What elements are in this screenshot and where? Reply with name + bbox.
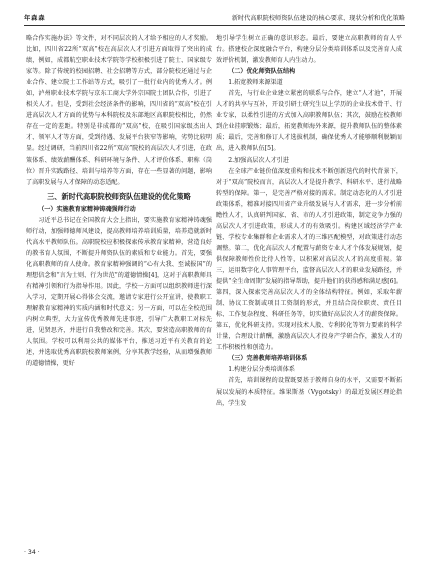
subsection-heading: （一）实施教育家精神铸魂强师行动 <box>38 205 136 213</box>
paragraph: 首先，与行业企业建立紧密的联系与合作，建立“人才池”，开展人才的共享与互补，开设引研士研究生以上学历的企业技术骨干、行业专家，以柔性引进的方式加入高职教师队伍；其次，鼓励在校教师到企业挂职锻炼；最后，拓宽教师海外来源，提升教师队伍的整体素质；最后，完善和修订人才选拔机制，确保优秀人才能够顺利脱颖而出，进入教师队伍[5]。 <box>216 90 402 153</box>
page-number: · 34 · <box>24 549 40 556</box>
header-author: 年森森 <box>24 14 46 22</box>
section-heading: 三、新时代高职院校师资队伍建设的优化策略 <box>47 191 191 201</box>
right-column <box>216 33 402 409</box>
paragraph: 地引导学生树立正确的意识形态。最后，要建立高职教师的育人平台。搭建校企深度融合平台，构建分层分类培训体系以及完善育人成效评价机制，激发教师育人内生动力。 <box>216 35 402 65</box>
paragraph: 习近平总书记在全国教育大会上指出，要实施教育家精神铸魂强师行动，加强师德师风建设，提高教师培养培训质量，培养造就新时代高水平教师队伍。高职院校应积极探索传承教育家精神，营造良好的教书育人氛围，不断提升师资队伍的素质和专业能力。首先，要强化高职教师的育人使命。教育家精神强调的“心有大我、至诚报国”的理想信念和“言为士则、行为世范”的道德情操[4]，这对于高职教师具有精神引领和行为指导作用。因此，学校一方面可以组织教师进行深入学习，定期开展心得体会交流，邀请专家进行公开宣讲，使教职工理解教育家精神的实质内涵和时代意义；另一方面，可以在全校范围内树立典型，大力宣传优秀教师先进事迹，引导广大教职工对标先进，见贤思齐，并进行自我整改和完善。其次，要营造高职教师的育人氛围。学校可以利用公共的媒体平台，推送习近平有关教育的论述，并选取优秀高职院校教师案例，分享其教学经验，从而增强教师的道德情操，更好 <box>26 216 212 368</box>
header-divider <box>24 25 405 26</box>
subsection-heading: （三）完善教师培养培训体系 <box>228 355 308 363</box>
subsection-heading: （二）优化师资队伍结构 <box>228 68 296 76</box>
paragraph: 首先，培训课程的设置既要基于教师自身的水平，又需要不断拓展以发展的本质特征。维果斯基（Vygotsky）的最近发展区理论指出，学生发 <box>216 377 402 407</box>
paragraph: 略合作实施办法》等文件，对不同层次的人才给予相应的人才奖励。比如，四川省22所“双高”校在高层次人才引进方面取得了突出的成绩，例如，成都航空职业技术学院等学校积极引进了院士、国家级专家等。除了传统的校园招聘、社会招聘等方式，部分院校还通过与企业合作、建立院士工作站等方式，吸引了一批行业内的优秀人才。例如，泸州职业技术学院与京东工商大学外宗国院士团队合作，引进了相关人才。但是，受到社会经济条件的影响，四川省的“双高”校在引进高层次人才方面的优势与本科院校及东部地区高职院校相比，仍然存在一定的差距。特别是非成都的“双高”校，在吸引国家级杰出人才、领军人才等方面，受到待遇、发展平台狭窄等影响，劣势比较明显。经过调研，当前四川省22所“双高”院校的高层次人才引进，在政策体系、绩效薪酬体系、科研环境与条件、人才评价体系、职称（岗位）晋升实践路径、培训与培养等方面，存在一些显著的问题，影响了高职发展与人才保障的动态适配。 <box>26 35 212 186</box>
running-header <box>24 10 405 24</box>
sub-subsection-heading: 2.加强高层次人才引进 <box>228 156 289 164</box>
left-column <box>26 33 212 369</box>
sub-subsection-heading: 1.构建分层分类培训体系 <box>228 366 295 374</box>
header-running-title: 新时代高职院校师资队伍建设的核心要求、现状分析和优化策略 <box>231 14 405 22</box>
paragraph: 在全球产业链价值深度重构和技术不断创新迭代的时代背景下，对于“双高”院校而言，高层次人才是提升教学、科研水平、进行战略转型的保障。第一，是完善严格对接的需求。制定动态化的人才引进政策体系，精准对接四川省产业升级发展与人才需求，进一步分析前瞻性人才，认真研判国家、省、市的人才引进政策，制定竞争力强的高层次人才引进政策，形成人才的有效吸引。构建区域经济学产业链、学校专业集群和企业需求人才的三维匹配模型，对政策进行动态调整。第二，优化高层次人才配置与薪资专业人才个体发展规划，提供保障教师性价比待人性等，以积累对高层次人才的高度重视。第三，运用数字化人事管理平台，监督高层次人才的职业发展路径，并提供“全生命周期”发展的指导帮助，提升他们的获得感和满足感[6]。第四，深入探索完善高层次人才的全体结构特征。例如，采取年薪制、协议工资制或项目工资制的形式，并且结合岗位职责、责任目标、工作复杂程度、科研任务等，切实做好高层次人才的薪资保障。第五，优化科研支持。实现对技术人股、专利转化等智力要素的科学计量，合理设计薪酬，激励高层次人才投身产学研合作，激发人才的工作积极性和创造力。 <box>216 167 402 352</box>
sub-subsection-heading: 1.拓宽教师来源渠道 <box>228 79 283 87</box>
